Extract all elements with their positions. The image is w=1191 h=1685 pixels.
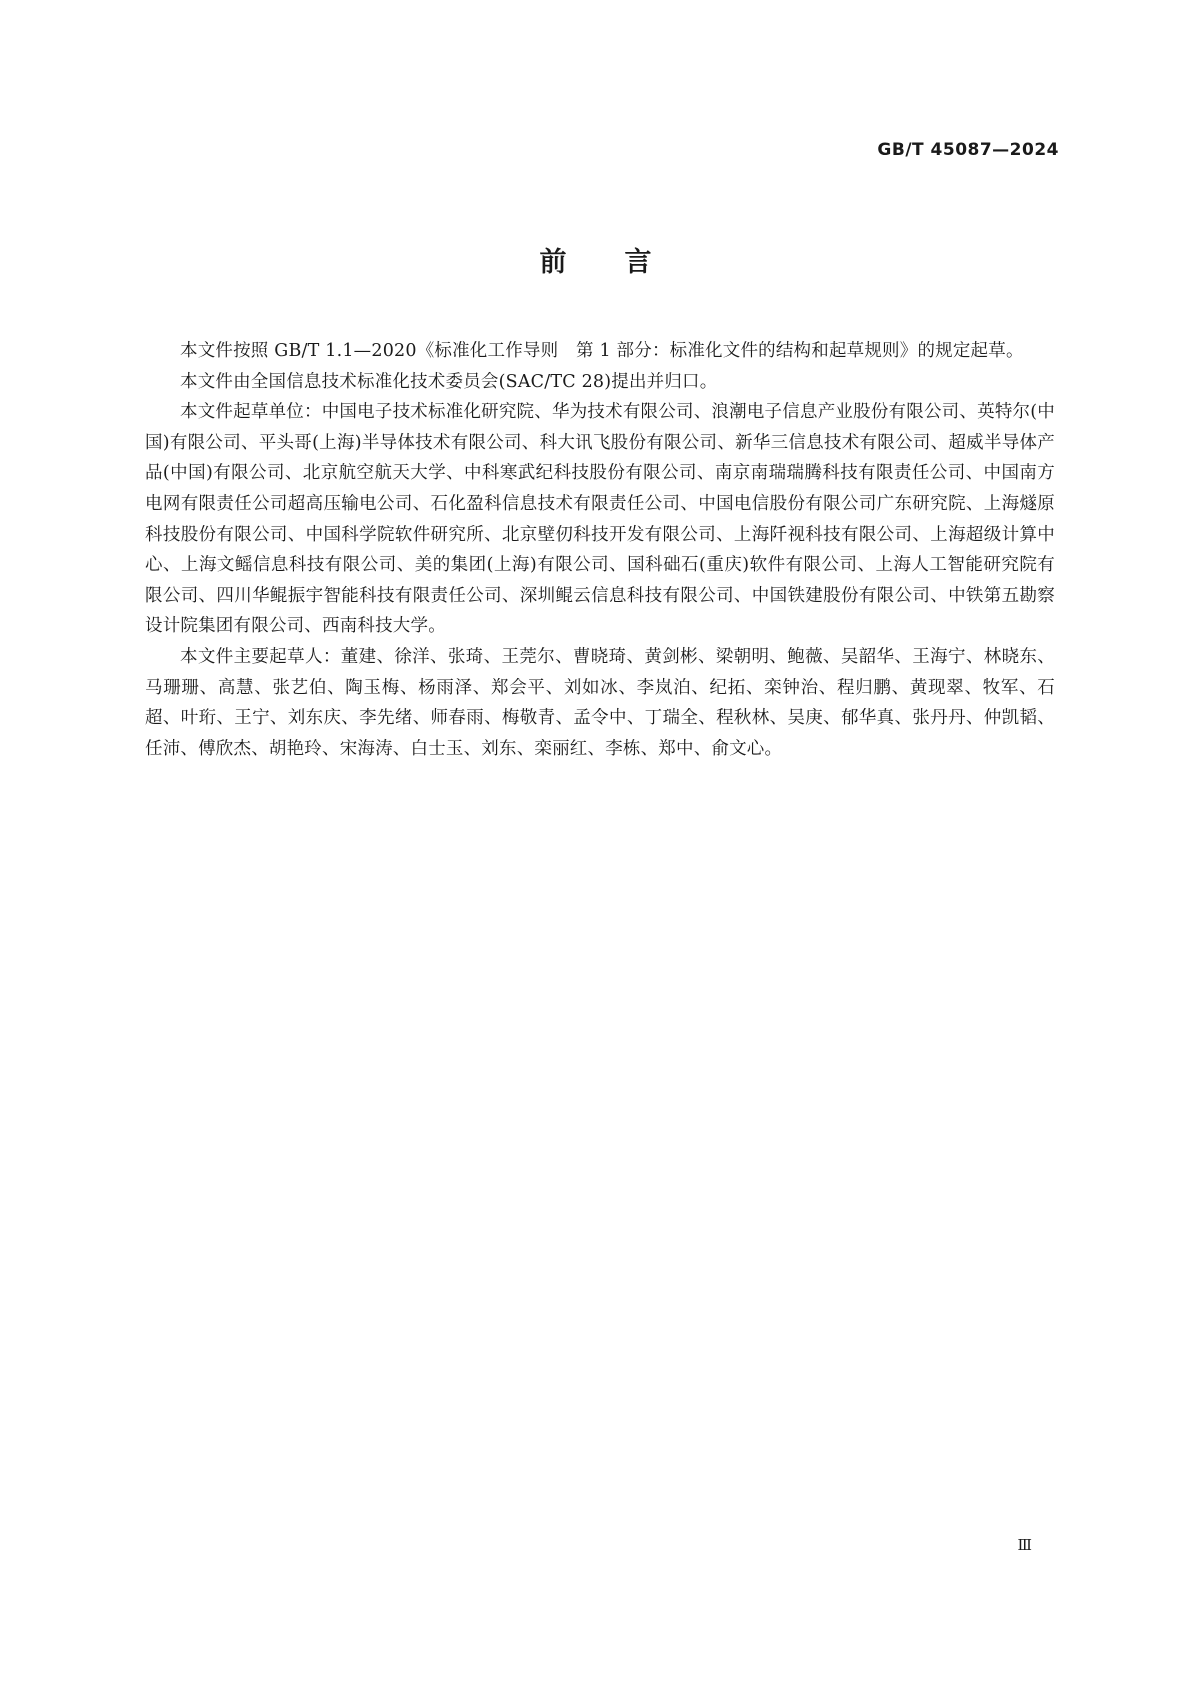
page-number: Ⅲ [1017, 1536, 1032, 1554]
page-title: 前言 [539, 247, 710, 278]
paragraph-committee: 本文件由全国信息技术标准化技术委员会(SAC/TC 28)提出并归口。 [180, 371, 718, 392]
paragraph-drafting-rules: 本文件按照 GB/T 1.1—2020《标准化工作导则 第 1 部分：标准化文件的结构和起草规则》的规定起草。 [180, 341, 1024, 361]
paragraph-drafting-units: 本文件起草单位：中国电子技术标准化研究院、华为技术有限公司、浪潮电子信息产业股份有限公司、英特尔(中国)有限公司、平头哥(上海)半导体技术有限公司、科大讯飞股份有限公司、新华三信息技术有限公司、超威半导体产品(中国)有限公司、北京航空航天大学、中科寒武纪科技股份有限公司、南京南瑞瑞腾科技有限责任公司、中国南方电网有限责任公司超高压输电公司、石化盈科信息技术有限责任公司、中国电信股份有限公司广东研究院、上海燧原科技股份有限公司、中国科学院软件研究所、北京壁仞科技开发有限公司、上海阡视科技有限公司、上海超级计算中心、上海文鳐信息科技有限公司、美的集团(上海)有限公司、国科础石(重庆)软件有限公司、上海人工智能研究院有限公司、四川华鲲振宇智能科技有限责任公司、深圳鲲云信息科技有限公司、中国铁建股份有限公司、中铁第五勘察设计院集团有限公司、西南科技大学。 [145, 402, 1055, 637]
preface-body [145, 336, 1055, 764]
paragraph-drafters: 本文件主要起草人：董建、徐洋、张琦、王莞尔、曹晓琦、黄剑彬、梁朝明、鲍薇、吴韶华、王海宁、林晓东、马珊珊、高慧、张艺伯、陶玉梅、杨雨泽、郑会平、刘如冰、李岚泊、纪拓、栾钟治、程归鹏、黄现翠、牧军、石超、叶珩、王宁、刘东庆、李先绪、师春雨、梅敬青、孟令中、丁瑞全、程秋林、吴庚、郁华真、张丹丹、仲凯韬、任沛、傅欣杰、胡艳玲、宋海涛、白士玉、刘东、栾丽红、李栋、郑中、俞文心。 [145, 646, 1055, 759]
standard-number: GB/T 45087—2024 [877, 140, 1059, 160]
